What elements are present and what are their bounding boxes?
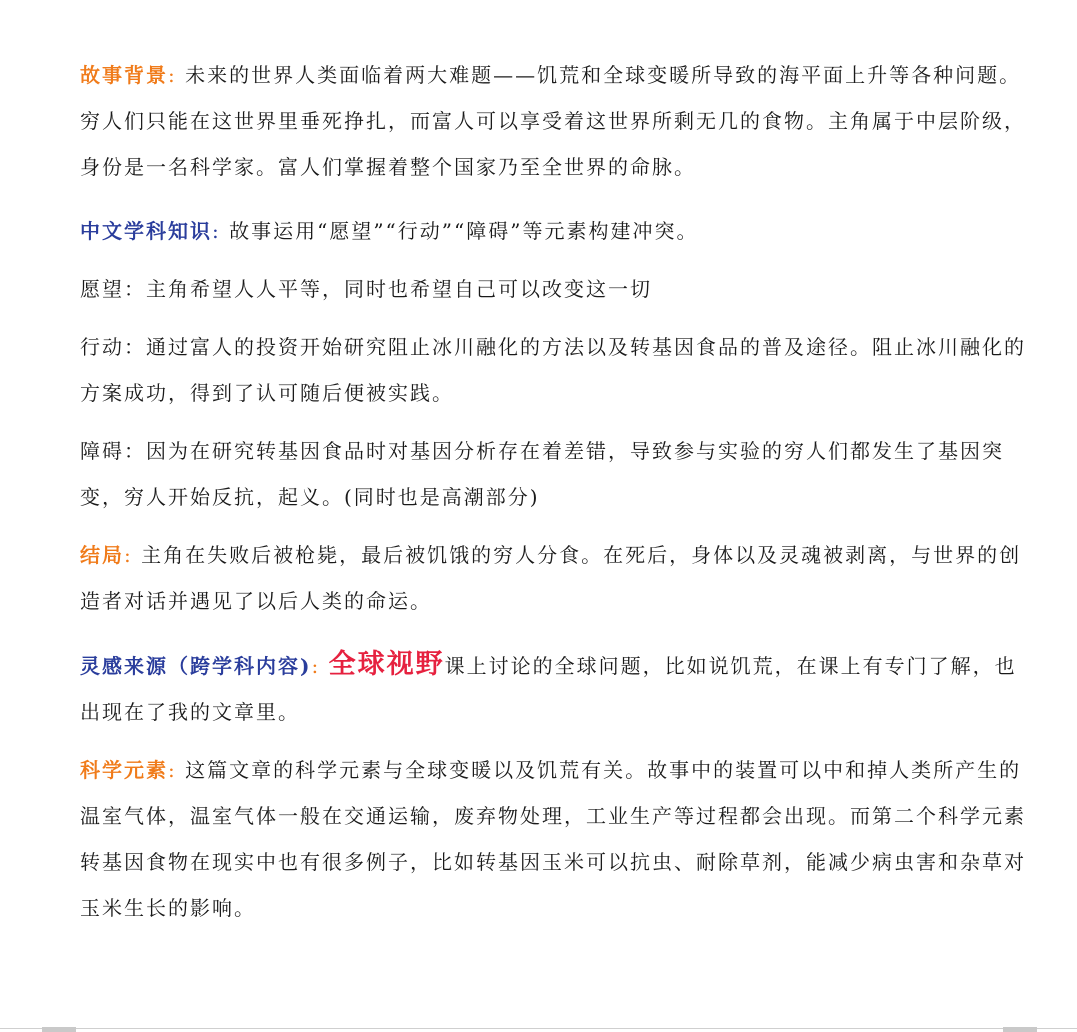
ending-label: 结局 [80,543,124,567]
background-paragraph [80,52,1030,190]
science-colon: : [168,758,177,782]
scroll-handle-left[interactable] [42,1027,76,1032]
background-label: 故事背景 [80,63,168,87]
ending-text: 主角在失败后被枪毙，最后被饥饿的穷人分食。在死后，身体以及灵魂被剥离，与世界的创造者对话并遇见了以后人类的命运。 [80,543,1022,613]
chinese-knowledge-paragraph [80,208,1030,254]
obstacle-text: 障碍：因为在研究转基因食品时对基因分析存在着差错，导致参与实验的穷人们都发生了基因突变，穷人开始反抗，起义。(同时也是高潮部分) [80,439,1004,509]
obstacle-paragraph [80,428,1030,520]
chinese-knowledge-label: 中文学科知识 [80,219,212,243]
inspiration-paragraph [80,642,1030,735]
ending-paragraph [80,532,1030,624]
inspiration-text: 课上讨论的全球问题，比如说饥荒，在课上有专门了解，也出现在了我的文章里。 [80,654,1017,724]
background-text: 未来的世界人类面临着两大难题——饥荒和全球变暖所导致的海平面上升等各种问题。穷人们只能在这世界里垂死挣扎，而富人可以享受着这世界所剩无几的食物。主角属于中层阶级，身份是一名科学家。富人们掌握着整个国家乃至全世界的命脉。 [80,63,1026,179]
science-label: 科学元素 [80,758,168,782]
chinese-knowledge-colon: : [212,219,221,243]
science-paragraph [80,747,1030,931]
ending-colon: : [124,543,133,567]
inspiration-colon: : [311,654,321,678]
scroll-handle-right[interactable] [1003,1027,1037,1032]
wish-text: 愿望：主角希望人人平等，同时也希望自己可以改变这一切 [80,277,652,301]
science-text: 这篇文章的科学元素与全球变暖以及饥荒有关。故事中的装置可以中和掉人类所产生的温室气体，温室气体一般在交通运输，废弃物处理，工业生产等过程都会出现。而第二个科学元素转基因食物在现实中也有很多例子，比如转基因玉米可以抗虫、耐除草剂，能减少病虫害和杂草对玉米生长的影响。 [80,758,1026,920]
action-paragraph [80,324,1030,416]
action-text: 行动：通过富人的投资开始研究阻止冰川融化的方法以及转基因食品的普及途径。阻止冰川融化的方案成功，得到了认可随后便被实践。 [80,335,1026,405]
chinese-knowledge-text: 故事运用“愿望”“行动”“障碍”等元素构建冲突。 [229,219,699,243]
page-bottom-divider [0,1028,1077,1029]
wish-paragraph [80,266,1030,312]
background-colon: : [168,63,177,87]
global-vision-highlight: 全球视野 [328,649,445,680]
document-page [80,52,1030,931]
inspiration-label: 灵感来源（跨学科内容) [80,654,312,678]
